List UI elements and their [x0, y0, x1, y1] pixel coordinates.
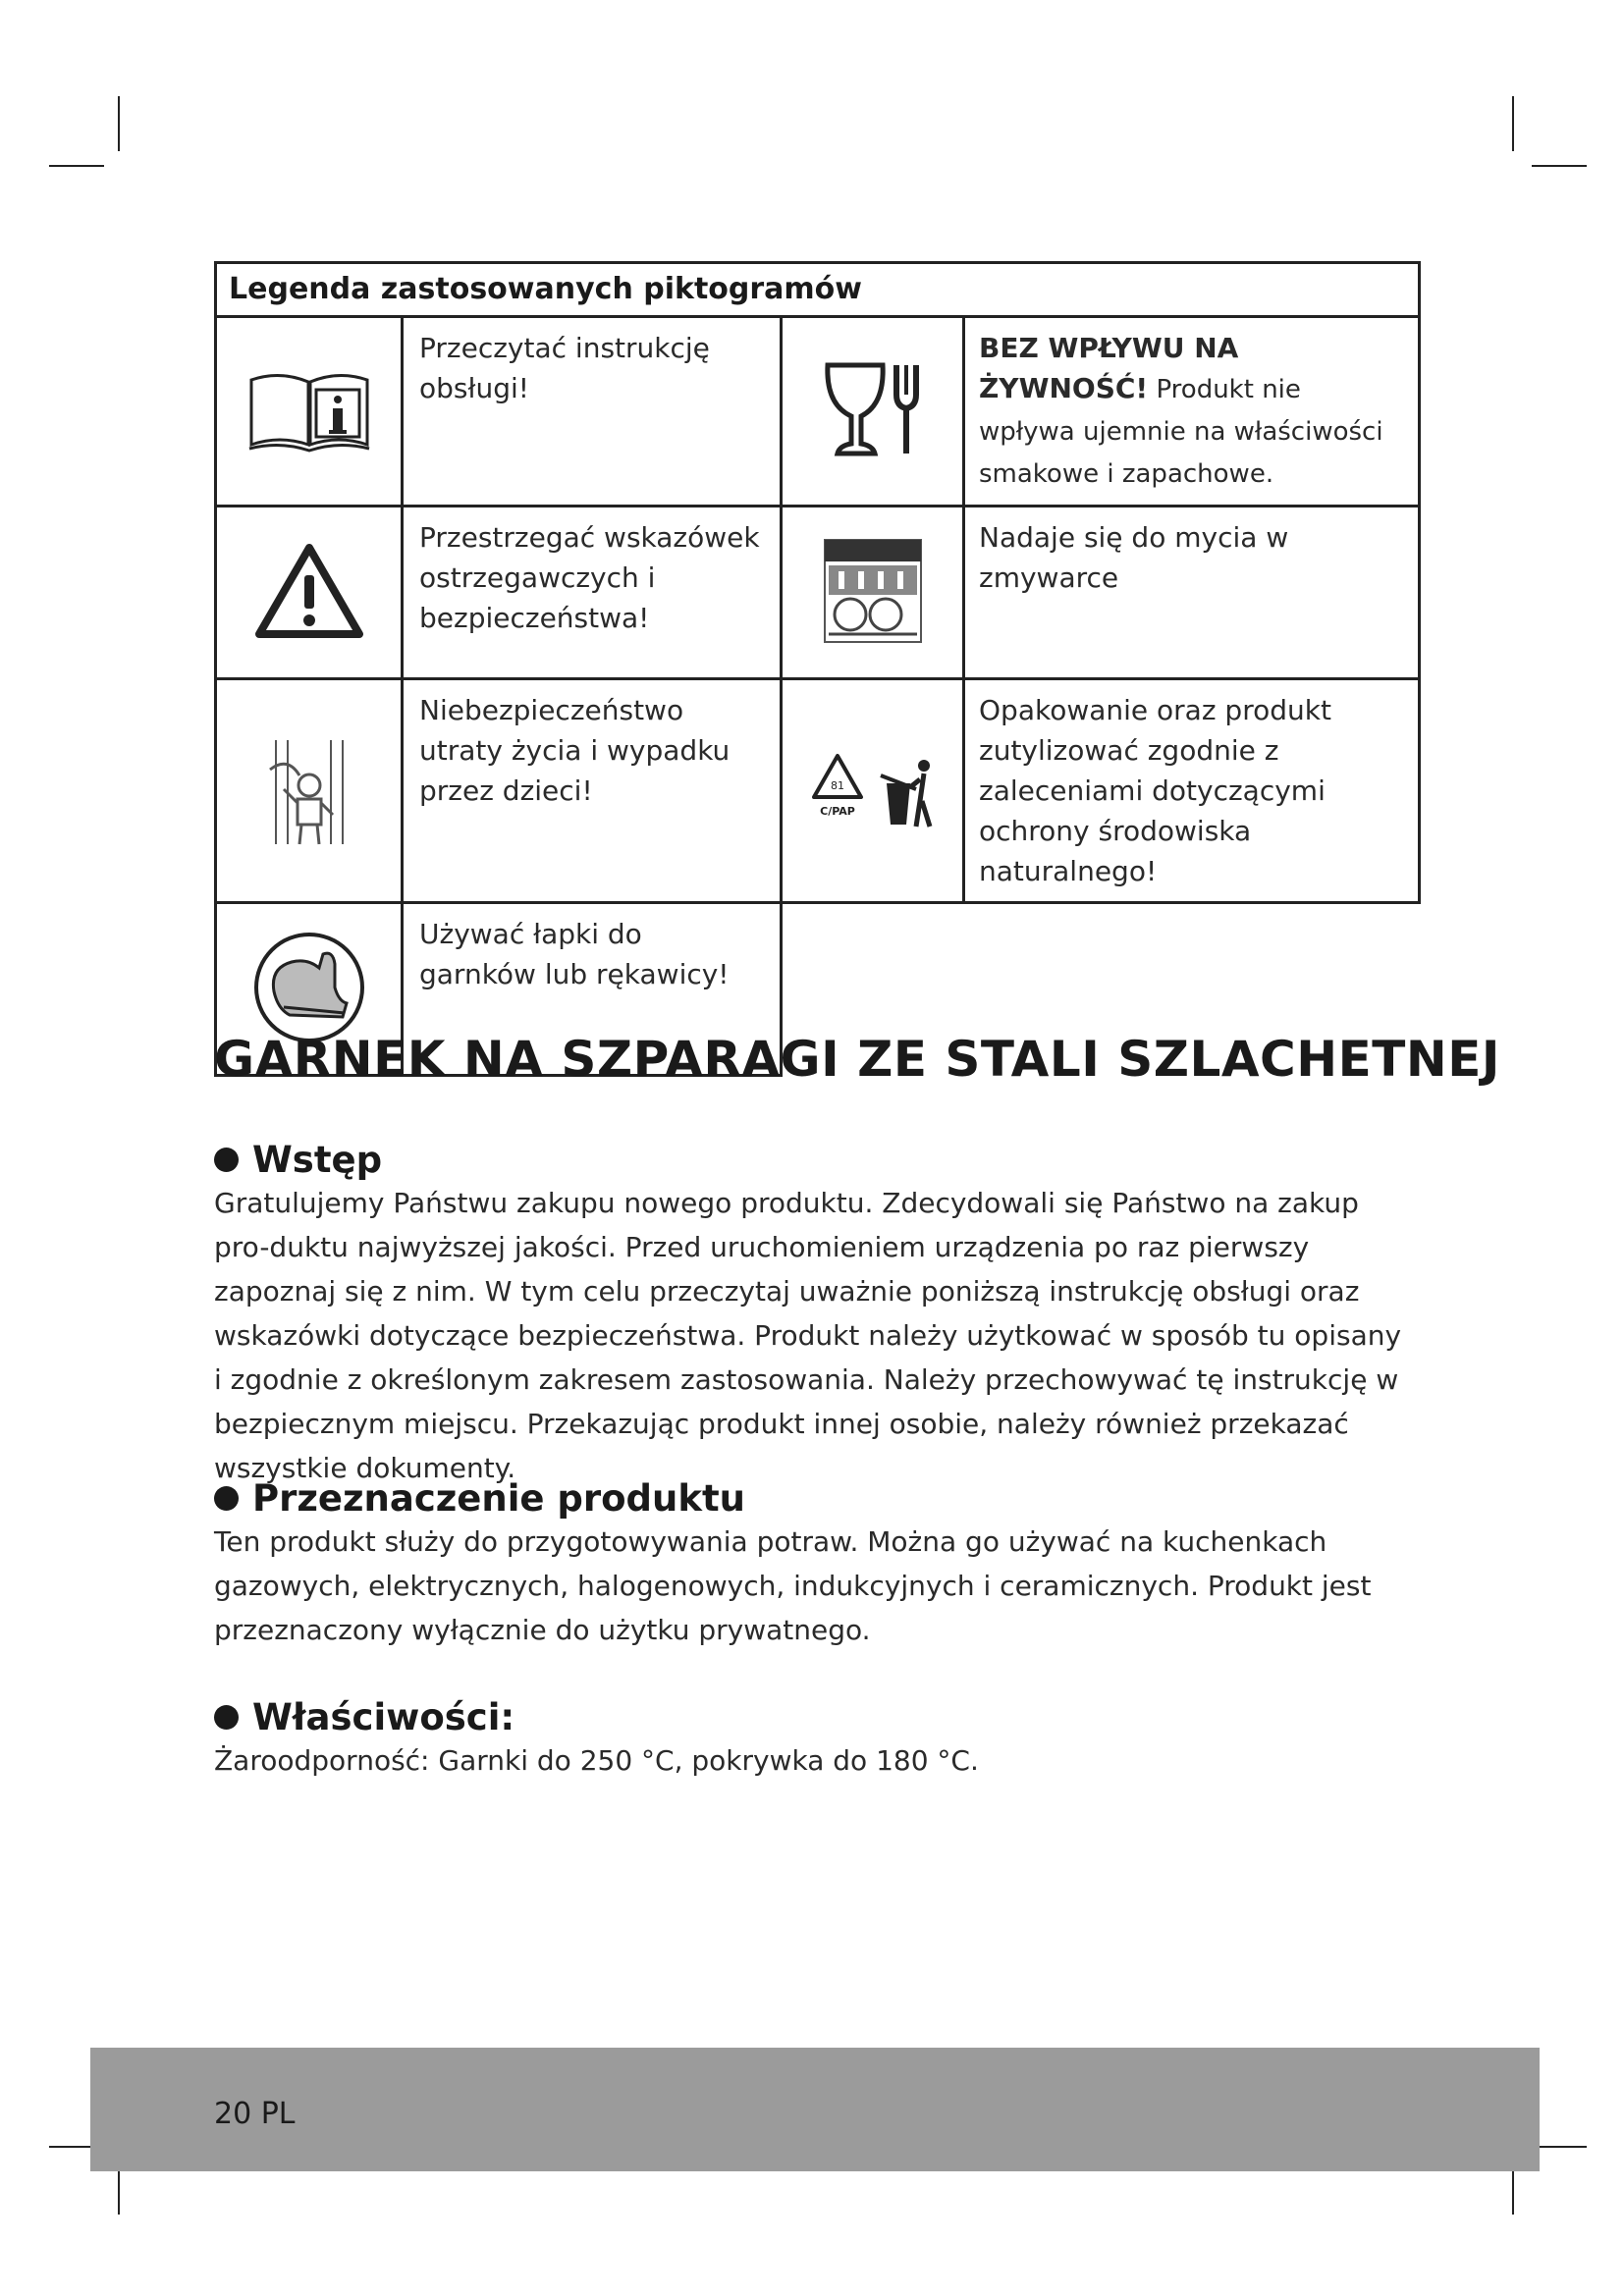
- section-heading: [214, 1139, 1412, 1181]
- food-safe-bold-label: BEZ WPŁYWU NA ŻYWNOŚĆ!: [979, 332, 1239, 404]
- page-number: 20 PL: [214, 2097, 296, 2131]
- section-body: Ten produkt służy do przygotowywania potraw. Można go używać na kuchenkach gazowych, elektrycznych, halogenowych, indukcyjnych i ceramicznych. Produkt jest przeznaczony wyłącznie do użytku prywatnego.: [214, 1525, 1372, 1646]
- section-heading-text: Właściwości:: [252, 1696, 515, 1738]
- warning-triangle-icon: [216, 507, 403, 679]
- legend-text-child-hazard: Niebezpieczeństwo utraty życia i wypadku przez dzieci!: [403, 679, 782, 903]
- section-heading-text: Wstęp: [252, 1139, 383, 1181]
- child-hazard-icon: [216, 679, 403, 903]
- recycle-material-label: C/PAP: [819, 804, 855, 818]
- page-title: GARNEK NA SZPARAGI ZE STALI SZLACHETNEJ: [214, 1031, 1500, 1088]
- legend-title: Legenda zastosowanych piktogramów: [216, 263, 1420, 317]
- legend-text-read-manual: Przeczytać instrukcję obsługi!: [403, 317, 782, 507]
- crop-mark: [1512, 96, 1514, 151]
- crop-mark: [49, 165, 104, 167]
- bullet-icon: [214, 1486, 239, 1511]
- legend-text-recycle: Opakowanie oraz produkt zutylizować zgodnie z zaleceniami dotyczącymi ochrony środowiska naturalnego!: [964, 679, 1420, 903]
- recycle-code-label: 81: [830, 778, 844, 792]
- dishwasher-icon: [782, 507, 964, 679]
- footer-band: [90, 2048, 1540, 2171]
- section-body: Gratulujemy Państwu zakupu nowego produktu. Zdecydowali się Państwo na zakup pro-duktu najwyższej jakości. Przed uruchomieniem urządzenia po raz pierwszy zapoznaj się z nim. W tym celu przeczytaj uważnie poniższą instrukcję obsługi oraz wskazówki dotyczące bezpieczeństwa. Produkt należy użytkować w sposób tu opisany i zgodnie z określonym zakresem zastosowania. Należy przechowywać tę instrukcję w bezpiecznym miejscu. Przekazując produkt innej osobie, należy również przekazać wszystkie dokumenty.: [214, 1187, 1402, 1484]
- crop-mark: [118, 96, 120, 151]
- bullet-icon: [214, 1705, 239, 1730]
- section-heading-text: Przeznaczenie produktu: [252, 1477, 746, 1520]
- bullet-icon: [214, 1148, 239, 1172]
- section-intro: [214, 1139, 1412, 1490]
- section-heading: [214, 1696, 1412, 1738]
- food-safe-description: Produkt nie wpływa ujemnie na właściwości smakowe i zapachowe.: [979, 375, 1383, 489]
- section-heading: [214, 1477, 1412, 1520]
- legend-text-safety: Przestrzegać wskazówek ostrzegawczych i bezpieczeństwa!: [403, 507, 782, 679]
- legend-text-food-safe: [964, 317, 1420, 507]
- section-body: Żaroodporność: Garnki do 250 °C, pokrywka do 180 °C.: [214, 1744, 979, 1777]
- crop-mark: [1532, 2146, 1587, 2148]
- section-properties: [214, 1696, 1412, 1783]
- info-book-icon: [216, 317, 403, 507]
- legend-text-oven-mitt: Używać łapki do garnków lub rękawicy!: [403, 903, 782, 1076]
- recycle-disposal-icon: [782, 679, 964, 903]
- section-purpose: [214, 1477, 1412, 1652]
- food-safe-icon: [782, 317, 964, 507]
- pictogram-legend-table: [214, 261, 1421, 1077]
- crop-mark: [1532, 165, 1587, 167]
- legend-text-dishwasher: Nadaje się do mycia w zmywarce: [964, 507, 1420, 679]
